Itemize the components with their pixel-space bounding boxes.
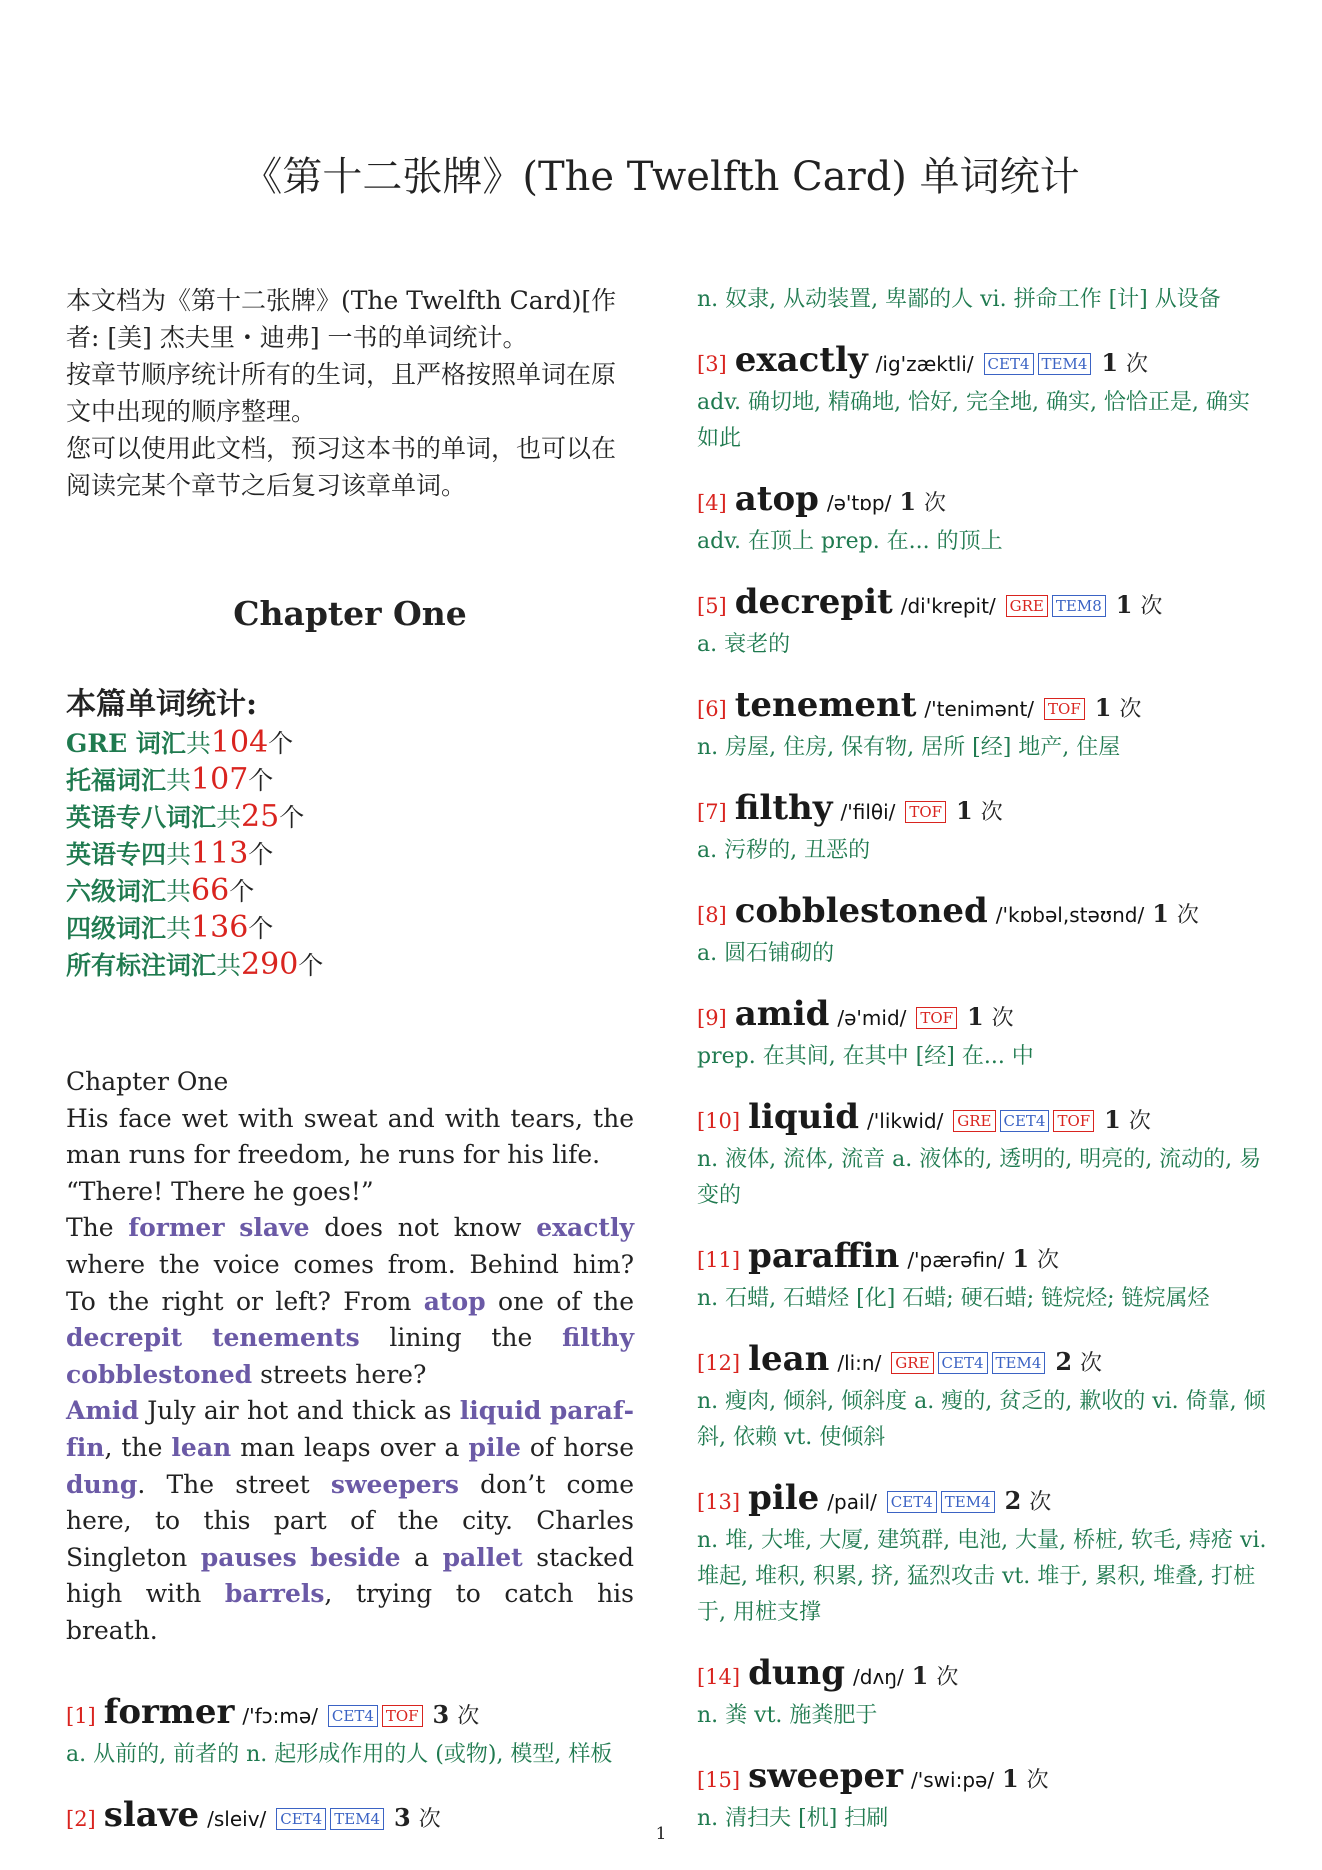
entry-count-unit: 次 [923,491,946,516]
entry-count: 1 [1101,348,1119,377]
intro-line: 您可以使用此文档，预习这本书的单词，也可以在阅读完某个章节之后复习该章单词。 [66,434,617,500]
highlighted-word: exactly [536,1213,634,1243]
entry-header [697,1478,1269,1523]
entry-word: exactly [734,340,868,380]
entry-header [697,891,1269,936]
entry-header [697,582,1269,627]
stat-count: 25 [241,799,280,834]
highlighted-word: decrepit [66,1323,183,1353]
entry-phonetic: /li:n/ [837,1351,882,1375]
stat-label: 四级词汇 [66,914,167,943]
entry-word: atop [734,479,819,519]
stat-label: 英语专四 [66,840,167,869]
left-column [66,282,634,1862]
entry-definition: n. 粪 vt. 施粪肥于 [697,1703,878,1728]
entry-index: [5] [697,594,727,618]
entry-word: pile [748,1478,820,1518]
exam-badge: CET4 [984,353,1034,375]
vocab-entry [697,788,1269,869]
highlighted-word: pauses [200,1542,297,1572]
entry-definition: a. 从前的, 前者的 n. 起形成作用的人 (或物), 模型, 样板 [66,1741,613,1767]
entry-count: 1 [1012,1244,1030,1273]
stat-row [66,947,634,984]
stat-label: 所有标注词汇 [66,951,217,980]
entry-count: 1 [1002,1764,1019,1793]
entry-count: 1 [899,487,917,516]
stats-list [66,725,634,984]
vocab-entry [66,1692,634,1773]
stats-title: 本篇单词统计: [66,687,258,722]
entry-index: [9] [697,1006,727,1030]
entry-phonetic: /'likwid/ [867,1109,944,1133]
text-paragraph: The former slave does not know exactly where the voice comes from. Behind him? To the right or left? From atop one of the decrepit tenements lining the filthy cobblestoned streets here? [66,1213,634,1389]
exam-badge: TOF [916,1007,957,1029]
highlighted-word: barrels [224,1579,325,1609]
stat-count: 113 [191,836,249,871]
intro [66,282,634,504]
entry-header [697,788,1269,833]
entry-definition: adv. 确切地, 精确地, 恰好, 完全地, 确实, 恰恰正是, 确实如此 [697,390,1250,451]
stat-label: GRE 词汇 [66,729,186,758]
vocab-entry [697,479,1269,560]
stat-unit: 个 [248,766,274,795]
stat-label-suffix: 共 [166,840,192,869]
entry-index: [6] [697,697,727,721]
vocab-list-left [66,1692,634,1840]
stat-unit: 个 [298,951,324,980]
stat-unit: 个 [248,840,274,869]
entry-phonetic: /pail/ [827,1490,877,1514]
stat-row [66,910,634,947]
entry-header [697,994,1269,1039]
entry-word: cobblestoned [734,891,988,931]
entry-count-unit: 次 [1176,903,1199,928]
highlighted-word: filthy [562,1323,634,1353]
entry-count-unit: 次 [1029,1490,1052,1515]
entry-count-unit: 次 [418,1806,441,1832]
stat-label-suffix: 共 [166,914,192,943]
exam-badge: CET4 [1000,1110,1050,1132]
entry-index: [10] [697,1109,741,1133]
vocab-entry [697,1097,1269,1214]
exam-badge: CET4 [328,1705,378,1727]
vocab-entry [697,1653,1269,1734]
entry-index: [2] [66,1806,96,1831]
entry-index: [12] [697,1351,741,1375]
exam-badge: GRE [953,1110,995,1132]
stat-unit: 个 [229,877,255,906]
entry-index: [15] [697,1768,741,1792]
entry-header [66,1692,634,1737]
text-paragraph: His face wet with sweat and with tears, the man runs for freedom, he runs for his life. [66,1103,634,1170]
entry-definition: a. 污秽的, 丑恶的 [697,838,871,863]
right-column [697,282,1269,1859]
vocab-list-right [697,340,1269,1837]
stat-label-suffix: 共 [216,803,242,832]
word-stats [66,685,634,984]
highlighted-word: Amid [66,1396,139,1426]
vocab-entry [697,1339,1269,1456]
highlighted-word: lean [171,1432,232,1462]
highlighted-word: sweepers [330,1469,459,1499]
entry-word: former [103,1691,235,1732]
highlighted-word: pallet [442,1542,523,1572]
intro-line: 按章节顺序统计所有的生词，且严格按照单词在原文中出现的顺序整理。 [66,360,617,426]
entry-definition: n. 奴隶, 从动装置, 卑鄙的人 vi. 拼命工作 [计] 从设备 [697,287,1221,312]
stat-label: 英语专八词汇 [66,803,217,832]
stat-row [66,873,634,910]
exam-badge: CET4 [276,1808,326,1830]
vocab-entry [697,1478,1269,1631]
highlighted-word: dung [66,1469,138,1499]
text-paragraph: “There! There he goes!” [66,1176,374,1206]
highlighted-word: atop [423,1286,486,1316]
stat-unit: 个 [268,729,294,758]
entry-word: paraffin [748,1236,900,1276]
stat-count: 136 [191,910,249,945]
stat-row [66,762,634,799]
entry-definition: n. 液体, 流体, 流音 a. 液体的, 透明的, 明亮的, 流动的, 易变的 [697,1147,1262,1208]
stat-label-suffix: 共 [216,951,242,980]
highlighted-word: former [128,1213,225,1243]
entry-definition: n. 瘦肉, 倾斜, 倾斜度 a. 瘦的, 贫乏的, 歉收的 vi. 倚靠, 倾斜, 依赖 vt. 使倾斜 [697,1389,1266,1450]
highlighted-word: cobblestoned [66,1359,253,1389]
entry-phonetic: /'pærəfin/ [907,1248,1005,1272]
text-paragraph: Chapter One [66,1067,229,1096]
entry-count-unit: 次 [1026,1768,1049,1793]
entry-count-unit: 次 [1037,1248,1060,1273]
vocab-entry [697,891,1269,972]
entry-word: lean [748,1339,830,1379]
entry-phonetic: /'tenimənt/ [924,697,1035,721]
exam-badge: GRE [1006,595,1048,617]
entry-phonetic: /'kɒbəl,stəʊnd/ [995,903,1145,927]
exam-badge: TOF [1053,1110,1094,1132]
entry-count: 1 [1094,693,1112,722]
entry-definition: n. 石蜡, 石蜡烃 [化] 石蜡; 硬石蜡; 链烷烃; 链烷属烃 [697,1286,1210,1311]
entry-header [697,685,1269,730]
entry-phonetic: /sleiv/ [207,1806,267,1831]
entry-word: amid [734,994,830,1034]
stat-label-suffix: 共 [166,766,192,795]
chapter-text [66,1064,634,1650]
highlighted-word: slave [239,1213,310,1243]
stat-row [66,725,634,762]
entry-phonetic: /ig'zæktli/ [875,352,974,376]
entry-count: 1 [1104,1105,1121,1134]
entry-count: 1 [967,1002,984,1031]
entry-count-unit: 次 [1140,594,1163,619]
stat-label: 托福词汇 [66,766,167,795]
entry-phonetic: /ə'tɒp/ [826,491,892,515]
entry-count: 3 [394,1802,411,1832]
entry-header [697,1653,1269,1698]
exam-badge: GRE [891,1352,933,1374]
entry-count: 1 [956,796,973,825]
entry-count: 3 [432,1699,450,1729]
entry-phonetic: /'filθi/ [840,800,896,824]
exam-badge: CET4 [938,1352,988,1374]
entry-phonetic: /dʌŋ/ [853,1665,904,1689]
vocab-entry [697,340,1269,457]
entry-count: 2 [1004,1486,1022,1515]
exam-badge: TEM4 [1038,353,1092,375]
entry-index: [7] [697,800,727,824]
entry-phonetic: /'swi:pə/ [911,1768,995,1792]
entry-header [697,1097,1269,1142]
stat-label-suffix: 共 [185,729,211,758]
entry-header [697,1339,1269,1384]
intro-line: 本文档为《第十二张牌》(The Twelfth Card)[作者: [美] 杰夫里・迪弗] 一书的单词统计。 [66,286,617,352]
entry-index: [8] [697,903,727,927]
entry-word: liquid [748,1097,860,1137]
stat-label-suffix: 共 [166,877,192,906]
stat-label: 六级词汇 [66,877,167,906]
entry-word: sweeper [748,1756,904,1796]
exam-badge: TEM8 [1052,595,1106,617]
entry-index: [14] [697,1665,741,1689]
highlighted-word: pile [468,1432,521,1462]
entry-count-unit: 次 [457,1703,480,1729]
entry-word: tenement [734,685,917,725]
vocab-entry [697,994,1269,1075]
entry-word: decrepit [734,582,893,622]
entry-index: [11] [697,1248,741,1272]
entry-definition: n. 清扫夫 [机] 扫刷 [697,1806,889,1831]
vocab-entry [697,1236,1269,1317]
entry-definition: adv. 在顶上 prep. 在... 的顶上 [697,529,1003,554]
entry-header [697,340,1269,385]
highlighted-word: liquid [459,1396,542,1426]
exam-badge: CET4 [887,1491,937,1513]
entry-count: 2 [1055,1347,1073,1376]
entry-phonetic: /di'krepit/ [900,594,996,618]
entry-count-unit: 次 [1079,1351,1102,1376]
exam-badge: TOF [382,1705,423,1727]
stat-count: 107 [191,762,249,797]
entry-definition: a. 衰老的 [697,632,791,657]
entry-index: [13] [697,1490,741,1514]
entry-header [697,479,1269,524]
entry-index: [1] [66,1703,96,1728]
entry-count: 1 [911,1661,929,1690]
entry-word: slave [103,1794,200,1835]
page-title: 《第十二张牌》(The Twelfth Card) 单词统计 [242,154,1080,200]
entry-definition: prep. 在其间, 在其中 [经] 在... 中 [697,1044,1034,1069]
exam-badge: TOF [905,801,946,823]
entry-count-unit: 次 [1125,352,1148,377]
entry-definition: n. 堆, 大堆, 大厦, 建筑群, 电池, 大量, 桥桩, 软毛, 痔疮 vi. 堆起, 堆积, 积累, 挤, 猛烈攻击 vt. 堆于, 累积, 堆叠, 打桩于, 用桩支撑 [697,1528,1267,1625]
stat-count: 66 [191,873,230,908]
entry-count-unit: 次 [991,1006,1014,1031]
entry-index: [4] [697,491,727,515]
entry-count: 1 [1115,590,1133,619]
entry-index: [3] [697,352,727,376]
exam-badge: TEM4 [330,1808,384,1830]
entry-definition: n. 房屋, 住房, 保有物, 居所 [经] 地产, 住屋 [697,735,1121,760]
highlighted-word: tenements [211,1323,360,1353]
highlighted-word: beside [310,1542,401,1572]
entry-header [697,1236,1269,1281]
stat-row [66,799,634,836]
entry-phonetic: /ə'mid/ [837,1006,907,1030]
entry-count-unit: 次 [936,1665,959,1690]
stat-count: 104 [210,725,269,760]
page-number: 1 [655,1824,667,1844]
entry-word: filthy [734,788,833,828]
stat-row [66,836,634,873]
chapter-heading: Chapter One [233,594,467,633]
text-paragraph: Amid July air hot and thick as liquid paraffin, the lean man leaps over a pile of horse dung. The street sweepers don’t come here, to this part of the city. Charles Singleton pauses beside a pallet stacked high with barrels, trying to catch his breath. [66,1396,634,1645]
entry-phonetic: /'fɔ:mə/ [242,1703,318,1728]
entry-count: 1 [1152,899,1169,928]
exam-badge: TOF [1044,698,1085,720]
highlighted-word: paraffin [66,1396,634,1462]
stat-unit: 个 [248,914,274,943]
entry-header [697,1756,1269,1801]
vocab-entry [697,685,1269,766]
stat-count: 290 [241,947,299,982]
stat-unit: 个 [279,803,305,832]
exam-badge: TEM4 [992,1352,1046,1374]
vocab-entry [697,582,1269,663]
entry-word: dung [748,1653,846,1693]
entry-definition: a. 圆石铺砌的 [697,941,835,966]
entry-count-unit: 次 [980,800,1003,825]
exam-badge: TEM4 [941,1491,995,1513]
entry-count-unit: 次 [1119,697,1142,722]
entry-count-unit: 次 [1128,1109,1151,1134]
